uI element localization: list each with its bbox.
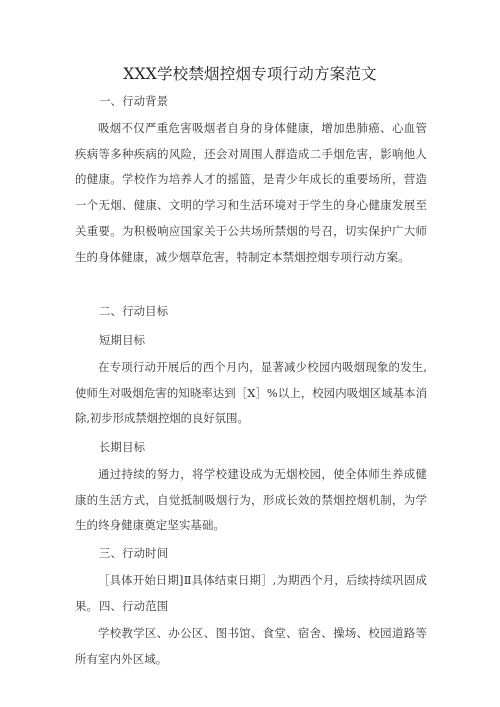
time-paragraph: ［具体开始日期]Ⅱ具体结束日期］,为期西个月，后续持续巩固成果。: [75, 573, 427, 613]
background-paragraph: 吸烟不仅严重危害吸烟者自身的身体健康，增加患肺癌、心血管疾病等多种疾病的风险，还会对周围人群造成二手烟危害，影响他人的健康。学校作为培养人才的摇篮，是青少年成长的重要场所，营造一个无烟、健康、文明的学习和生活环境对于学生的身心健康发展至关重要。为积极响应国家关于公共场所禁烟的号召，切实保护广大师生的身体健康，减少烟草危害，特制定本禁烟控烟专项行动方案。: [75, 121, 427, 264]
section-heading-goals: 二、行动目标: [99, 304, 169, 318]
scope-paragraph: 学校教学区、办公区、图书馆、食堂、宿舍、操场、校园道路等所有室内外区域。: [75, 626, 427, 666]
short-term-goal-paragraph: 在专项行动开展后的西个月内，显著减少校园内吸烟现象的发生,使师生对吸烟危害的知晓率达到［X］%以上，校园内吸烟区域基本消除,初步形成禁烟控烟的良好氛围。: [75, 360, 427, 426]
long-term-goal-subheading: 长期目标: [99, 440, 146, 454]
section-heading-scope: 四、行动范围: [99, 599, 169, 613]
short-term-goal-subheading: 短期目标: [99, 333, 146, 347]
section-heading-background: 一、行动背景: [99, 94, 169, 108]
document-title: XXX学校禁烟控烟专项行动方案范文: [123, 65, 377, 83]
section-heading-time: 三、行动时间: [99, 546, 169, 560]
long-term-goal-paragraph: 通过持续的努力，将学校建设成为无烟校园，使全体师生养成健康的生活方式，自觉抵制吸烟行为，形成长效的禁烟控烟机制，为学生的终身健康奠定坚实基础。: [75, 467, 427, 533]
